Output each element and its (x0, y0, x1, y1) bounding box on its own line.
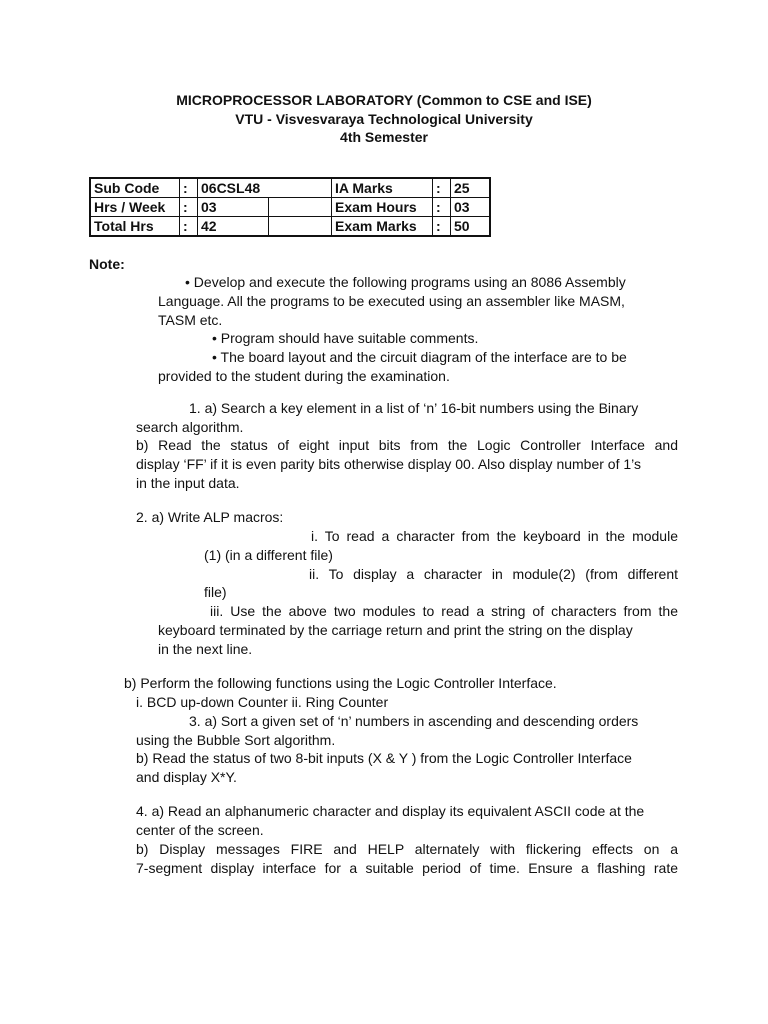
note-3-line-1: • The board layout and the circuit diagram of the interface are to be (212, 349, 627, 365)
note-label: Note: (89, 256, 125, 272)
note-1-line-3: TASM etc. (158, 312, 223, 328)
program-4a-line-1: 4. a) Read an alphanumeric character and display its equivalent ASCII code at the (136, 803, 645, 819)
table-cell-value: 50 (451, 217, 491, 237)
program-3a-line-1: 3. a) Sort a given set of ‘n’ numbers in ascending and descending orders (189, 713, 639, 729)
table-cell-separator: : (180, 178, 198, 198)
document-title: MICROPROCESSOR LABORATORY (Common to CSE and ISE) (176, 92, 592, 108)
semester-label: 4th Semester (340, 129, 428, 145)
table-cell-label: IA Marks (332, 178, 433, 198)
table-cell-value: 06CSL48 (198, 178, 332, 198)
note-3-line-2: provided to the student during the examination. (158, 368, 450, 384)
program-2a-iii-line-2: keyboard terminated by the carriage return and print the string on the display (158, 622, 633, 638)
table-row (90, 178, 490, 198)
table-cell-label: Sub Code (90, 178, 180, 198)
table-cell-label: Total Hrs (90, 217, 180, 237)
program-2a-iii-line-1: iii. Use the above two modules to read a string of characters from the (210, 603, 678, 619)
table-cell-separator: : (433, 198, 451, 217)
table-cell-label: Exam Marks (332, 217, 433, 237)
program-1b-line-3: in the input data. (136, 475, 240, 491)
program-1a-line-1: 1. a) Search a key element in a list of ‘n’ 16-bit numbers using the Binary (189, 400, 639, 416)
program-3b-line-1: b) Read the status of two 8-bit inputs (X & Y ) from the Logic Controller Interface (136, 750, 632, 766)
table-cell-separator: : (180, 198, 198, 217)
table-cell-label: Hrs / Week (90, 198, 180, 217)
table-cell-label: Exam Hours (332, 198, 433, 217)
table-row (90, 198, 490, 217)
table-cell-value: 42 (198, 217, 269, 237)
program-2a-iii-line-3: in the next line. (158, 641, 253, 657)
program-1a-line-2: search algorithm. (136, 419, 244, 435)
program-2a-i-line-2: (1) (in a different file) (204, 547, 333, 563)
program-1b-line-2: display ‘FF’ if it is even parity bits otherwise display 00. Also display number of 1’s (136, 456, 642, 472)
table-cell-separator: : (433, 178, 451, 198)
note-1-line-2: Language. All the programs to be executed using an assembler like MASM, (158, 293, 625, 309)
program-2a-i-line-1: i. To read a character from the keyboard in the module (311, 528, 678, 544)
university-name: VTU - Visvesvaraya Technological University (235, 111, 533, 127)
table-cell-empty (269, 217, 332, 237)
table-cell-empty (269, 198, 332, 217)
program-2a-ii-line-1: ii. To display a character in module(2) (from different (309, 566, 678, 582)
table-cell-separator: : (180, 217, 198, 237)
program-3b-line-2: and display X*Y. (136, 769, 237, 785)
program-4b-line-2: 7-segment display interface for a suitable period of time. Ensure a flashing rate (136, 860, 678, 876)
table-row (90, 217, 490, 237)
table-cell-value: 03 (451, 198, 491, 217)
table-cell-value: 03 (198, 198, 269, 217)
course-info-table (89, 177, 491, 237)
note-1-line-1: • Develop and execute the following programs using an 8086 Assembly (185, 274, 626, 290)
program-3a-line-2: using the Bubble Sort algorithm. (136, 732, 336, 748)
program-4b-line-1: b) Display messages FIRE and HELP alternately with flickering effects on a (136, 841, 678, 857)
note-2: • Program should have suitable comments. (212, 330, 479, 346)
program-2a: 2. a) Write ALP macros: (136, 509, 284, 525)
program-2b-line-2: i. BCD up-down Counter ii. Ring Counter (136, 694, 389, 710)
program-1b-line-1: b) Read the status of eight input bits from the Logic Controller Interface and (136, 437, 678, 453)
table-cell-value: 25 (451, 178, 491, 198)
program-2b-line-1: b) Perform the following functions using the Logic Controller Interface. (124, 675, 557, 691)
table-cell-separator: : (433, 217, 451, 237)
program-4a-line-2: center of the screen. (136, 822, 264, 838)
program-2a-ii-line-2: file) (204, 584, 227, 600)
